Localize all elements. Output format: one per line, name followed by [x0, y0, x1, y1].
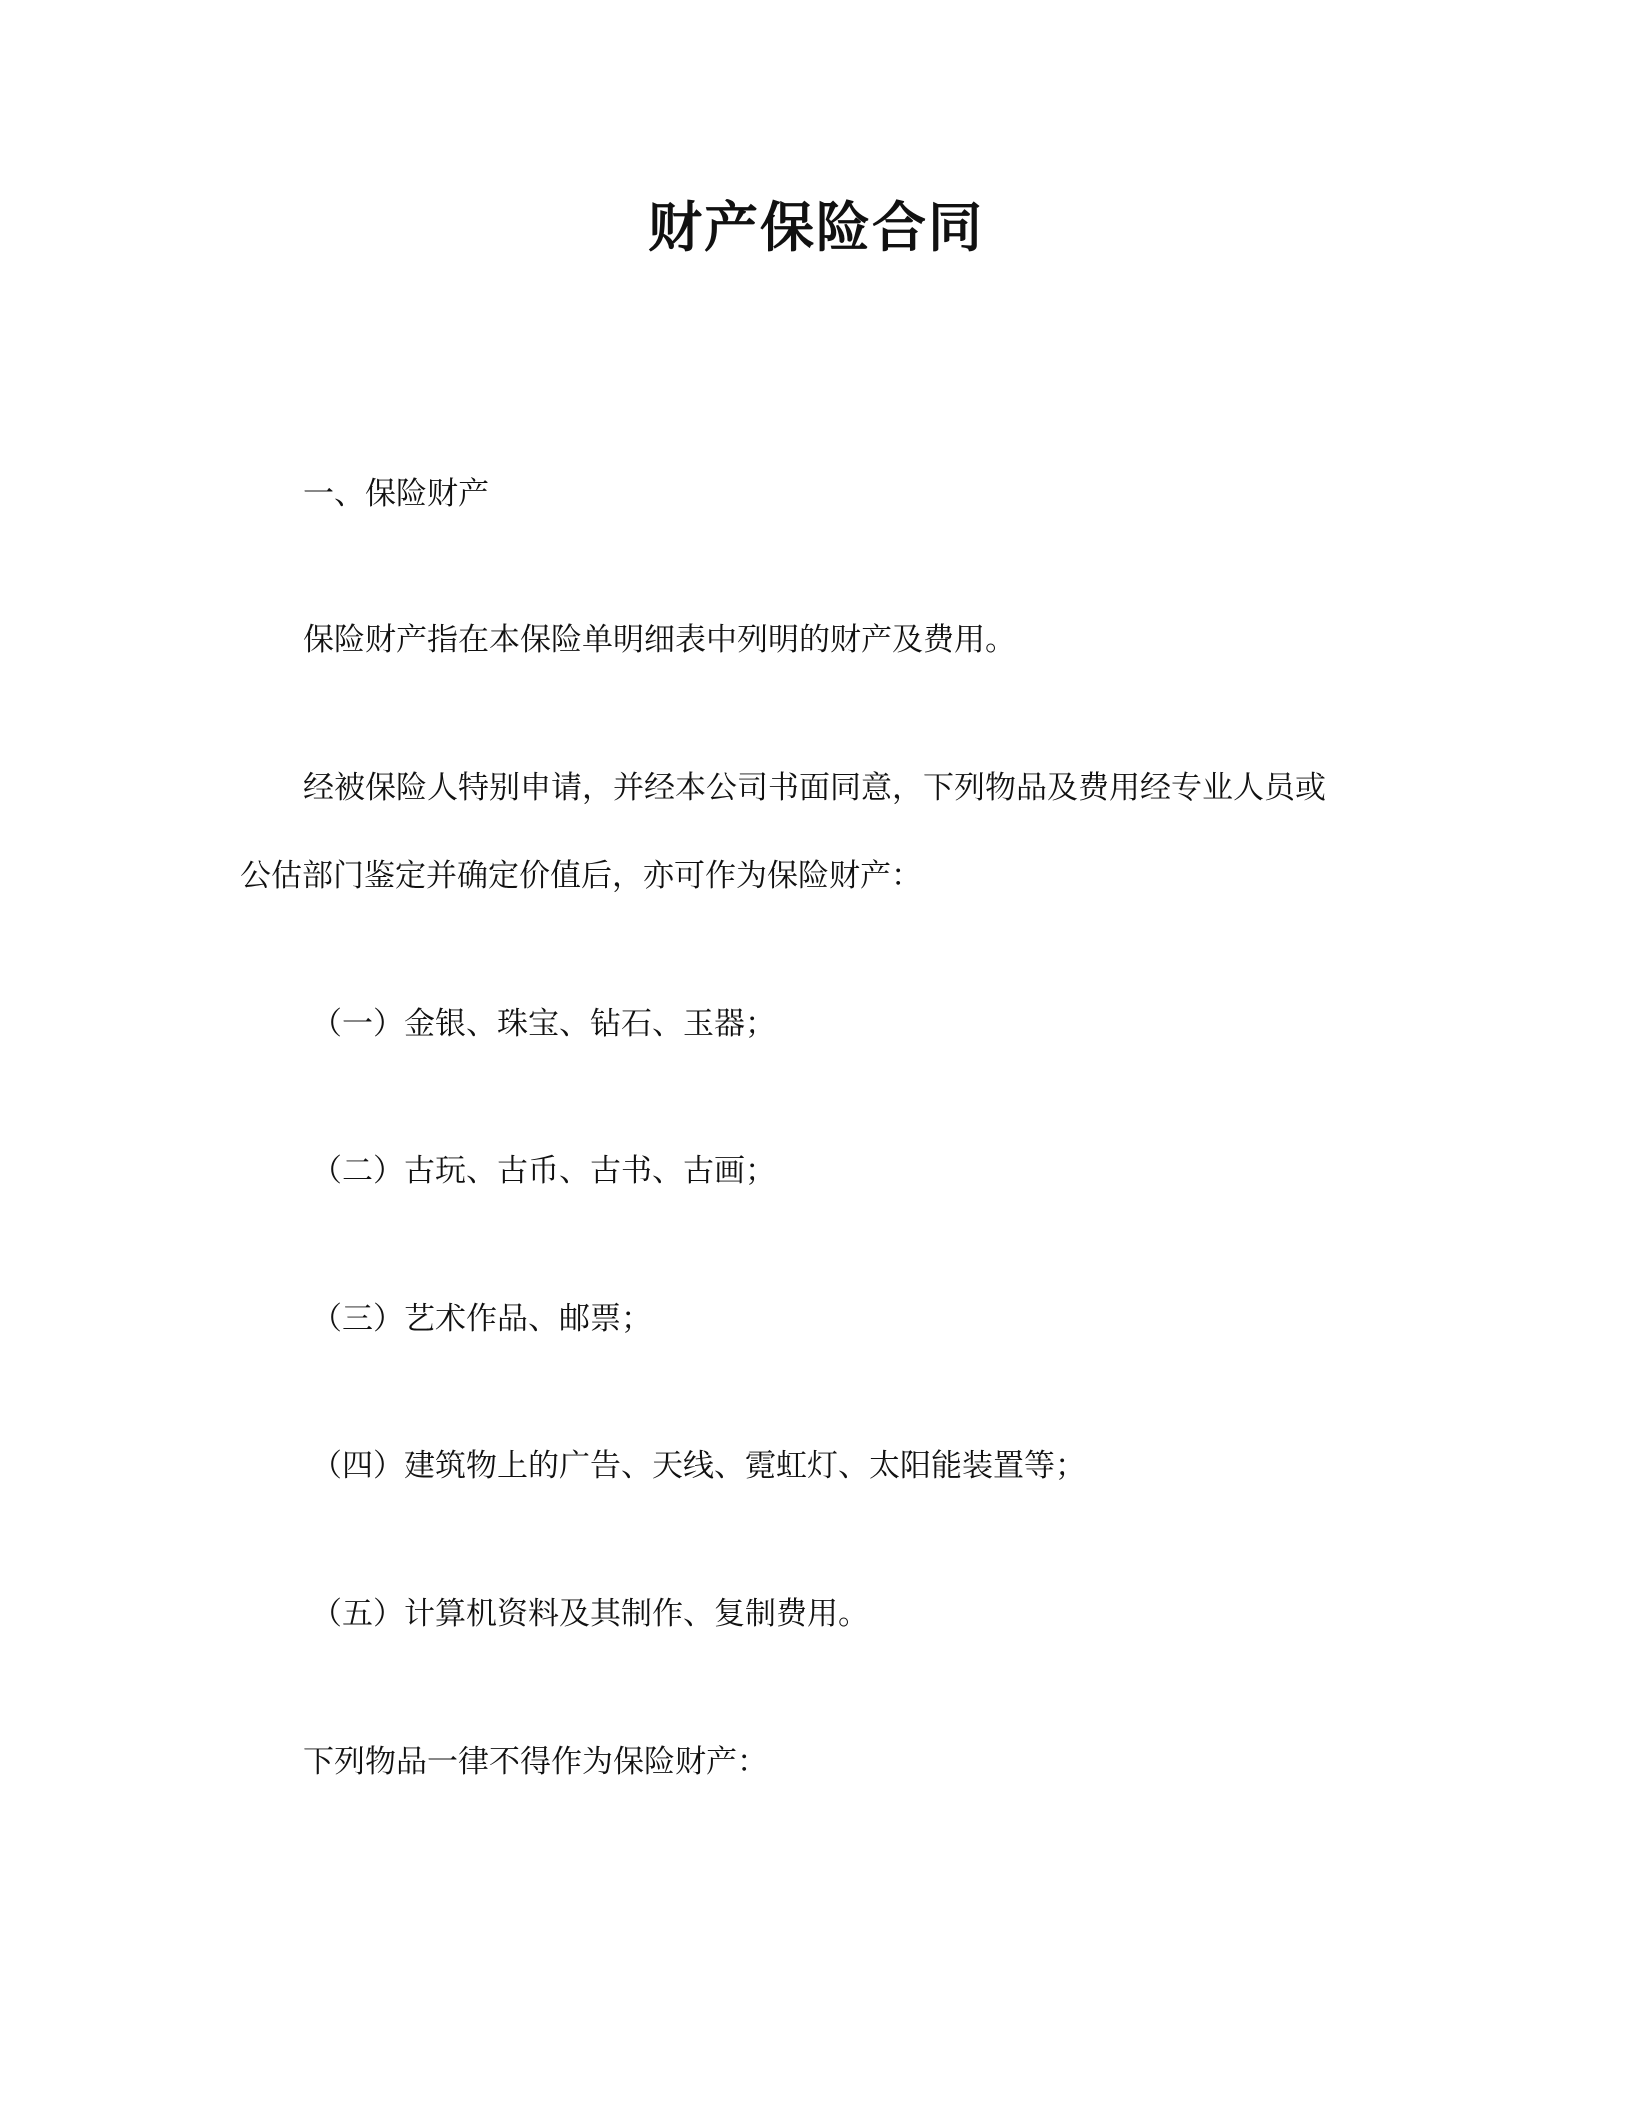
list-item: （四）建筑物上的广告、天线、霓虹灯、太阳能装置等；	[311, 1448, 1086, 1484]
document-title: 财产保险合同	[648, 196, 984, 259]
list-item: （五）计算机资料及其制作、复制费用。	[311, 1596, 869, 1632]
paragraph-2-line-2: 公估部门鉴定并确定价值后，亦可作为保险财产：	[240, 858, 922, 894]
paragraph-1: 保险财产指在本保险单明细表中列明的财产及费用。	[303, 622, 1016, 658]
list-item: （一）金银、珠宝、钻石、玉器；	[311, 1006, 776, 1042]
section-heading: 一、保险财产	[303, 476, 489, 512]
paragraph-2-line-1: 经被保险人特别申请，并经本公司书面同意，下列物品及费用经专业人员或	[303, 770, 1326, 806]
list-item: （二）古玩、古币、古书、古画；	[311, 1153, 776, 1189]
list-item: （三）艺术作品、邮票；	[311, 1301, 652, 1337]
paragraph-3: 下列物品一律不得作为保险财产：	[303, 1744, 768, 1780]
